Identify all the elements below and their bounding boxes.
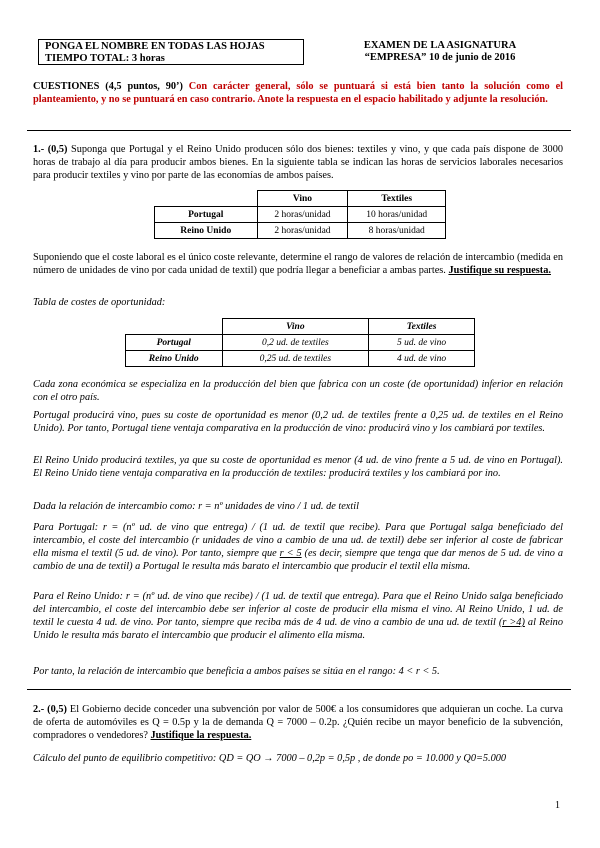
- hours-table: [154, 190, 446, 239]
- answer-paragraph-1: Cada zona económica se especializa en la producción del bien que fabrica con un coste (de oportunidad) inferior en relación con el otro país.: [33, 379, 563, 403]
- exam-title: EXAMEN DE LA ASIGNATURA: [363, 40, 517, 51]
- answer-paragraph-6: [33, 590, 563, 642]
- opp-table-header: [126, 319, 475, 335]
- answer-5-text-b: (es decir, siempre que tenga que dar menos de 5 ud. de vino a cambio de una de textil) a Portugal le resulta más barato el intercambio que producir el textil ella misma.: [33, 548, 563, 572]
- table-cell: 4 ud. de vino: [369, 351, 475, 367]
- exam-title-block: [340, 40, 540, 64]
- table-cell: Reino Unido: [126, 351, 223, 367]
- table-cell: 5 ud. de vino: [369, 335, 475, 351]
- header-line-1: PONGA EL NOMBRE EN TODAS LAS HOJAS: [45, 41, 265, 52]
- table-cell: 2 horas/unidad: [257, 223, 348, 239]
- q2-paragraph: [33, 703, 563, 742]
- hours-table-header: [155, 191, 446, 207]
- answer-paragraph-3: El Reino Unido producirá textiles, ya que su coste de oportunidad es menor (4 ud. de vino frente a 5 ud. de vino en Portugal). El Reino Unido tiene ventaja comparativa en la producción de textiles: producirá textiles y los cambiará por ino.: [33, 455, 563, 479]
- table-cell: Portugal: [155, 207, 258, 223]
- answer-paragraph-2: Portugal producirá vino, pues su coste de oportunidad es menor (0,2 ud. de textiles frente a 0,25 ud. de textiles en el Reino Unido). Por tanto, Portugal tiene ventaja comparativa en la producción de vino: producirá vino y los cambiará por textiles.: [33, 410, 563, 434]
- hours-header-textiles: Textiles: [348, 191, 446, 207]
- table-cell: 2 horas/unidad: [257, 207, 348, 223]
- answer-6-text-b: al Reino Unido le resulta más barato el intercambio que producir el alimento ella misma.: [33, 617, 563, 641]
- table-cell: 10 horas/unidad: [348, 207, 446, 223]
- q1-question: [33, 251, 563, 277]
- q2-text: El Gobierno decide conceder una subvención por valor de 500€ a los consumidores que adquieran un coche. La curva de oferta de automóviles es Q = 0.5p y la de demanda Q = 7000 – 0.2p. ¿Quién recibe un mayor beneficio de la subvención, compradores o vendedores?: [33, 704, 563, 741]
- opp-header-textiles: Textiles: [369, 319, 475, 335]
- answer-6-text-a: Para el Reino Unido: r = (nº ud. de vino que recibe) / (1 ud. de textil que entrega). Para que el Reino Unido salga beneficiado del intercambio, el coste del intercambio debe ser inferior al coste de producir ella misma el vino. Al Reino Unido, 1 ud. de textil le cuesta 4 ud. de vino. Por tanto, siempre que reciba más de 4 ud. de vino a cambio de una ud. de textil: [33, 591, 563, 628]
- hours-header-wine: Vino: [257, 191, 348, 207]
- intro-text: Con carácter general, sólo se puntuará si está bien tanto la solución como el planteamiento, y no se puntuará en caso contrario. Anote la respuesta en el espacio habilitado y adjunte la resolución.: [33, 81, 563, 105]
- table-row: [155, 223, 446, 239]
- table-cell: Portugal: [126, 335, 223, 351]
- q2-label: 2.- (0,5): [33, 704, 67, 715]
- answer-5-underlined: r < 5: [279, 548, 302, 559]
- table-cell: 0,25 ud. de textiles: [222, 351, 369, 367]
- answer-paragraph-5: [33, 521, 563, 573]
- answer-paragraph-7: Por tanto, la relación de intercambio que beneficia a ambos países se sitúa en el rango: 4 < r < 5.: [33, 666, 440, 677]
- q2-calculation: Cálculo del punto de equilibrio competitivo: QD = QO → 7000 – 0,2p = 0,5p , de donde po = 10.000 y Q0=5.000: [33, 753, 507, 764]
- header-box: [38, 39, 304, 65]
- table-cell: 0,2 ud. de textiles: [222, 335, 369, 351]
- answer-paragraph-4: Dada la relación de intercambio como: r = nº unidades de vino / 1 ud. de textil: [33, 501, 359, 512]
- divider-middle: [27, 689, 571, 690]
- q1-paragraph: [33, 143, 563, 182]
- table-row: [126, 351, 475, 367]
- q2-justify: Justifique la respuesta.: [150, 730, 252, 741]
- intro-paragraph: [33, 80, 563, 106]
- answer-6-underlined: (r >4): [498, 617, 525, 628]
- table-row: [126, 335, 475, 351]
- table-cell: 8 horas/unidad: [348, 223, 446, 239]
- page-number: 1: [555, 800, 560, 811]
- table-row: [155, 207, 446, 223]
- answer-5-text-a: Para Portugal: r = (nº ud. de vino que entrega) / (1 ud. de textil que recibe). Para que Portugal salga beneficiado del intercambio, el coste del intercambio (r unidades de vino a cambio de una ud. de textil) debe ser inferior al coste de fabricar ella misma el textil (5 ud. de vino). Por tanto, siempre que: [33, 522, 563, 559]
- exam-subtitle: “EMPRESA” 10 de junio de 2016: [364, 52, 516, 63]
- opp-table-corner: [126, 319, 223, 335]
- header-line-2: TIEMPO TOTAL: 3 horas: [45, 53, 165, 64]
- intro-label: CUESTIONES (4,5 puntos, 90’): [33, 81, 183, 92]
- table-cell: Reino Unido: [155, 223, 258, 239]
- hours-table-corner: [155, 191, 258, 207]
- opp-table-title: Tabla de costes de oportunidad:: [33, 297, 166, 308]
- divider-top: [27, 130, 571, 131]
- q1-label: 1.- (0,5): [33, 144, 68, 155]
- opportunity-table: [125, 318, 475, 367]
- q1-text: Suponga que Portugal y el Reino Unido producen sólo dos bienes: textiles y vino, y que cada país dispone de 3000 horas de trabajo al día para producir ambos bienes. En la siguiente tabla se indican las horas de servicios laborales necesarios para producir textiles y vino por parte de las economías de ambos países.: [33, 144, 563, 181]
- q1-justify: Justifique su respuesta.: [448, 265, 551, 276]
- q1-question-text: Suponiendo que el coste laboral es el único coste relevante, determine el rango de valores de relación de intercambio (medida en número de unidades de vino por cada unidad de textil) que podría llegar a beneficiar a ambas partes.: [33, 252, 563, 276]
- opp-header-wine: Vino: [222, 319, 369, 335]
